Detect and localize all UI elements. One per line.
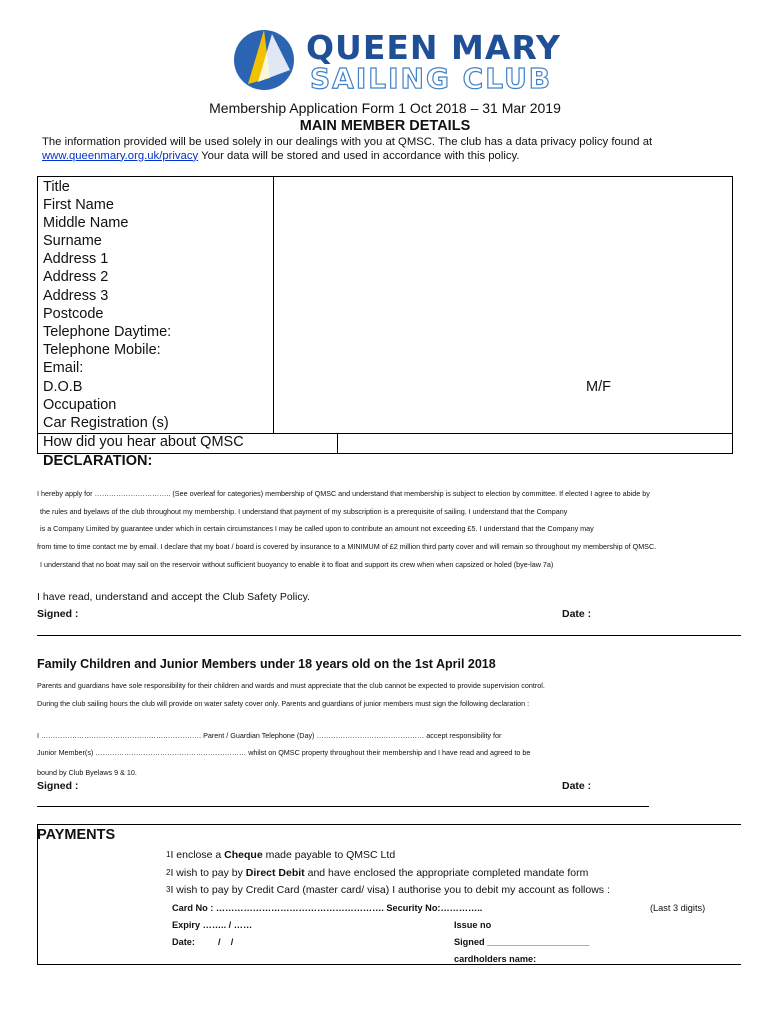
payments-left-border xyxy=(37,824,38,965)
privacy-line-2: Your data will be stored and used in accordance with this policy. xyxy=(198,149,520,162)
juniors-line-4: Junior Member(s) ……………………………………………………… whilst on QMSC property throughout their membership and I have read and agreed to be xyxy=(37,748,531,757)
declaration-signed-label: Signed : xyxy=(37,608,79,620)
field-first-name: First Name xyxy=(43,197,114,213)
juniors-date-label: Date : xyxy=(562,780,592,792)
field-how-heard: How did you hear about QMSC xyxy=(43,434,244,450)
field-telephone-daytime: Telephone Daytime: xyxy=(43,324,172,340)
declaration-date-label: Date : xyxy=(562,608,592,620)
field-email: Email: xyxy=(43,360,84,376)
field-address-1: Address 1 xyxy=(43,251,109,267)
declaration-divider xyxy=(37,635,741,636)
payment-option-credit-card[interactable]: 3I wish to pay by Credit Card (master card/ visa) I authorise you to debit my account as follows : xyxy=(166,884,610,896)
privacy-line-1: The information provided will be used solely in our dealings with you at QMSC. The club has a data privacy policy found at xyxy=(42,136,653,148)
field-title: Title xyxy=(43,179,70,195)
juniors-line-2: During the club sailing hours the club will provide on water safety cover only. Parents and guardians of junior members must sign the following declaration : xyxy=(37,699,530,708)
card-signed-field[interactable]: Signed ____________________ xyxy=(454,937,590,947)
juniors-line-3: I …………………………………………………………. Parent / Guardian Telephone (Day) ……………………………………… accept responsibility for xyxy=(37,731,502,740)
safety-policy-statement: I have read, understand and accept the Club Safety Policy. xyxy=(37,591,310,603)
privacy-link[interactable]: www.queenmary.org.uk/privacy xyxy=(42,149,199,162)
table-right-border xyxy=(732,176,733,453)
card-number-field[interactable]: Card No : ………………………………………………. Security No:………….. xyxy=(172,903,483,913)
field-car-registration: Car Registration (s) xyxy=(43,415,169,431)
table-top-border xyxy=(37,176,733,177)
field-postcode: Postcode xyxy=(43,306,104,322)
table-column-divider xyxy=(273,176,274,433)
payment-option-cheque[interactable]: 1I enclose a Cheque made payable to QMSC Ltd xyxy=(166,849,396,861)
field-address-2: Address 2 xyxy=(43,269,109,285)
expiry-field[interactable]: Expiry …….. / …… xyxy=(172,920,253,930)
payments-bottom-border xyxy=(37,964,741,965)
juniors-signed-label: Signed : xyxy=(37,780,79,792)
table-left-border xyxy=(37,176,38,453)
logo-text-queen-mary: QUEEN MARY xyxy=(306,28,561,67)
declaration-line-2: the rules and byelaws of the club throughout my membership. I understand that payment of my subscription is a prerequisite of sailing. I understand that the Company xyxy=(40,507,568,516)
logo-text-sailing-club: SAILING CLUB xyxy=(310,62,553,95)
field-address-3: Address 3 xyxy=(43,288,109,304)
field-surname: Surname xyxy=(43,233,102,249)
form-title: Membership Application Form 1 Oct 2018 – 31 Mar 2019 xyxy=(209,100,561,116)
juniors-title: Family Children and Junior Members under 18 years old on the 1st April 2018 xyxy=(37,657,496,671)
payments-title: PAYMENTS xyxy=(37,827,116,843)
field-telephone-mobile: Telephone Mobile: xyxy=(43,342,161,358)
declaration-line-5: I understand that no boat may sail on the reservoir without sufficient buoyancy to enable it to float and support its crew when when capsized or holed (bye-law 7a) xyxy=(40,560,554,569)
juniors-line-5: bound by Club Byelaws 9 & 10. xyxy=(37,768,137,777)
juniors-line-1: Parents and guardians have sole responsibility for their children and wards and must appreciate that the club cannot be expected to provide supervision control. xyxy=(37,681,545,690)
field-middle-name: Middle Name xyxy=(43,215,129,231)
declaration-line-1: I hereby apply for ………………………….. (See overleaf for categories) membership of QMSC and understand that membership is subject to election by committee. If elected I agree to abide by xyxy=(37,489,650,498)
last-3-digits-note: (Last 3 digits) xyxy=(650,903,706,913)
table-last-row-divider xyxy=(337,433,338,453)
field-occupation: Occupation xyxy=(43,397,117,413)
cardholder-name-field[interactable]: cardholders name: xyxy=(454,954,537,964)
declaration-line-3: is a Company Limited by guarantee under which in certain circumstances I may be called upon to contribute an amount not exceeding £5. I understand that the Company may xyxy=(40,524,594,533)
payment-date-label: Date: xyxy=(172,937,195,947)
declaration-title: DECLARATION: xyxy=(43,453,153,469)
payment-date-field[interactable]: / / xyxy=(218,937,234,947)
payment-option-direct-debit[interactable]: 2I wish to pay by Direct Debit and have enclosed the appropriate completed mandate form xyxy=(166,867,589,879)
section-title: MAIN MEMBER DETAILS xyxy=(299,118,471,134)
privacy-notice xyxy=(42,136,732,163)
juniors-signature-line xyxy=(37,806,649,807)
issue-no-field[interactable]: Issue no xyxy=(454,920,492,930)
declaration-line-4: from time to time contact me by email. I declare that my boat / board is covered by insurance to a MINIMUM of £2 million third party cover and will remain so throughout my membership of QMSC. xyxy=(37,542,657,551)
mf-label: M/F xyxy=(586,379,611,395)
field-dob: D.O.B xyxy=(43,379,83,395)
payments-top-border xyxy=(37,824,741,825)
